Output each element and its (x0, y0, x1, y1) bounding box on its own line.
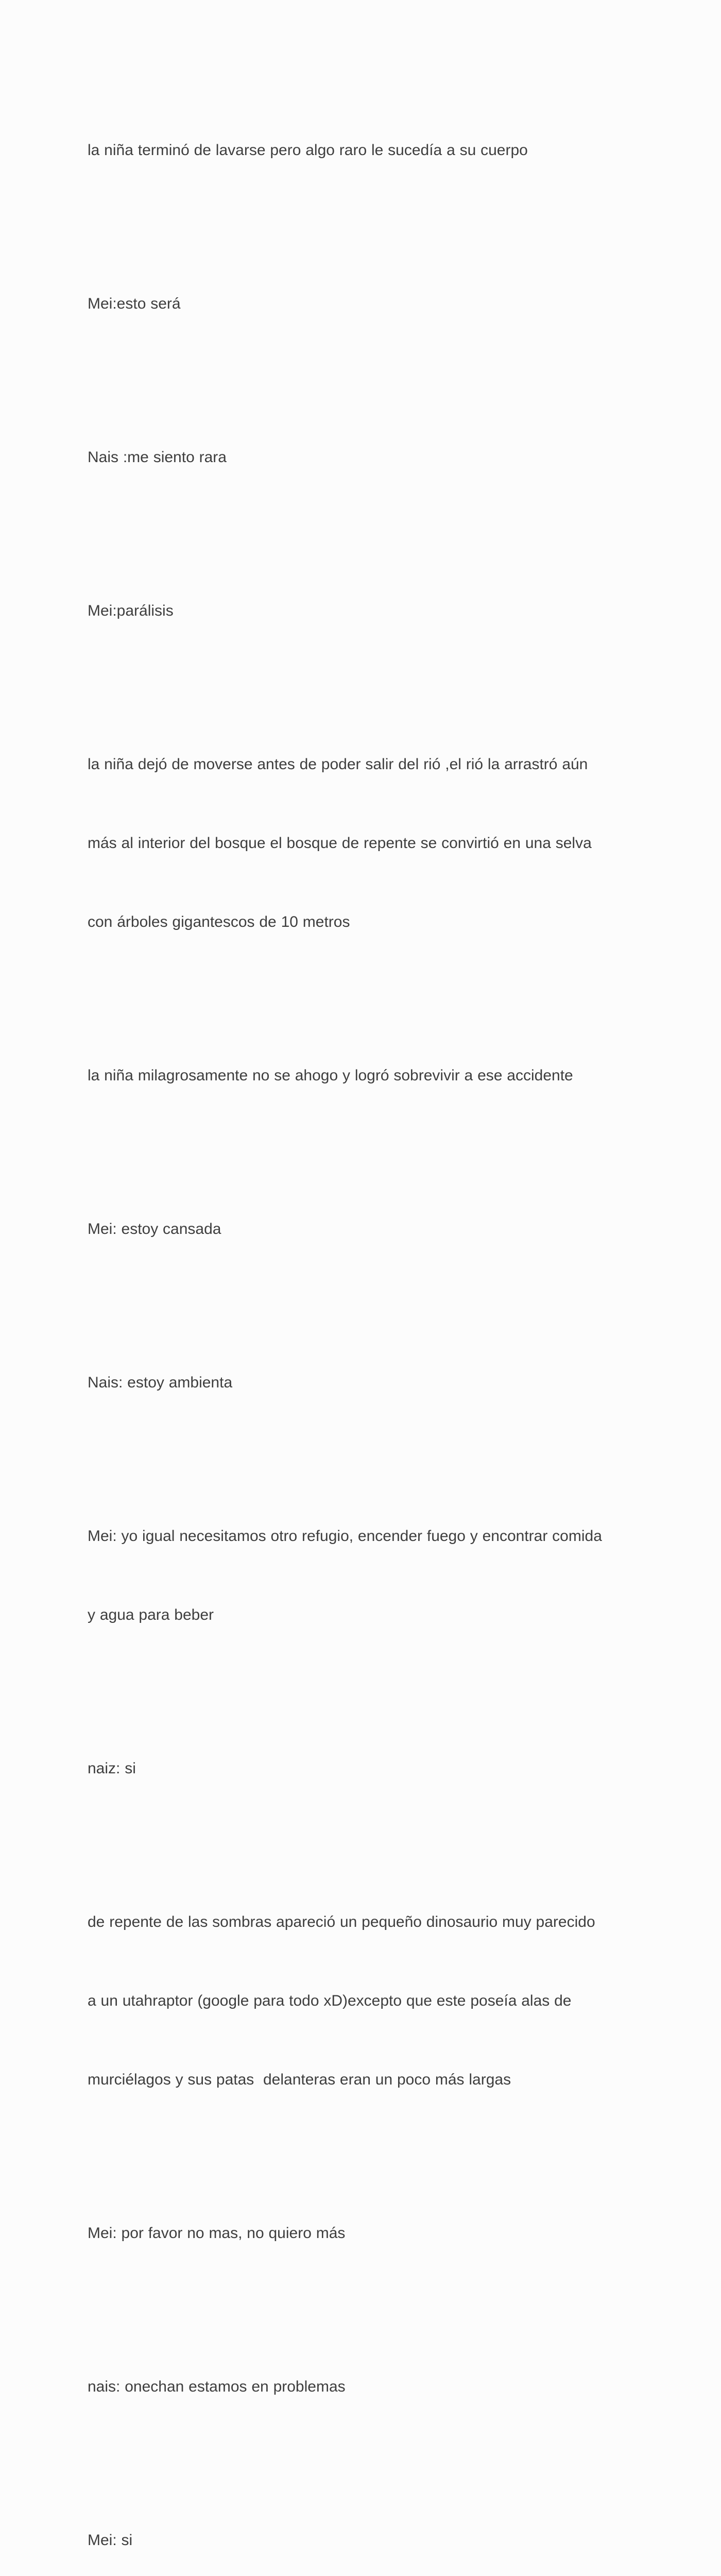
dialogue-mei-2 (88, 545, 644, 676)
text-line: Mei: por favor no mas, no quiero más (88, 2225, 346, 2242)
text-line: a un utahraptor (google para todo xD)excepto que este poseía alas de (88, 1992, 572, 2009)
dialogue-mei-4 (88, 1470, 644, 1681)
text-line: Mei: yo igual necesitamos otro refugio, encender fuego y encontrar comida (88, 1528, 602, 1545)
dialogue-nais-2 (88, 1317, 644, 1448)
dialogue-mei-5 (88, 2167, 644, 2299)
text-line: Mei: si (88, 2532, 133, 2549)
text-line: Nais :me siento rara (88, 449, 227, 466)
text-line: más al interior del bosque el bosque de repente se convirtió en una selva (88, 835, 592, 852)
document-body (88, 84, 644, 2576)
text-line: Mei:parálisis (88, 602, 174, 619)
text-line: Nais: estoy ambienta (88, 1374, 233, 1391)
text-line: la niña terminó de lavarse pero algo raro le sucedía a su cuerpo (88, 142, 528, 159)
text-line: la niña milagrosamente no se ahogo y logró sobrevivir a ese accidente (88, 1067, 573, 1084)
paragraph-narration-1 (88, 84, 644, 216)
dialogue-mei-3 (88, 1163, 644, 1295)
text-line: murciélagos y sus patas delanteras eran un poco más largas (88, 2071, 511, 2088)
dialogue-naiz-1 (88, 1703, 644, 1834)
text-line: Mei: estoy cansada (88, 1221, 221, 1238)
paragraph-narration-4 (88, 1856, 644, 2145)
text-line: la niña dejó de moverse antes de poder salir del rió ,el rió la arrastró aún (88, 756, 588, 773)
text-line: de repente de las sombras apareció un pequeño dinosaurio muy parecido (88, 1913, 595, 1930)
dialogue-nais-3 (88, 2321, 644, 2452)
text-line: Mei:esto será (88, 295, 181, 312)
dialogue-nais-1 (88, 392, 644, 523)
text-line: nais: onechan estamos en problemas (88, 2378, 346, 2395)
paragraph-narration-2 (88, 699, 644, 988)
dialogue-mei-6 (88, 2475, 644, 2576)
text-line: naiz: si (88, 1760, 136, 1777)
text-line: y agua para beber (88, 1606, 214, 1623)
paragraph-narration-3 (88, 1010, 644, 1141)
dialogue-mei-1 (88, 238, 644, 369)
text-line: con árboles gigantescos de 10 metros (88, 913, 350, 930)
